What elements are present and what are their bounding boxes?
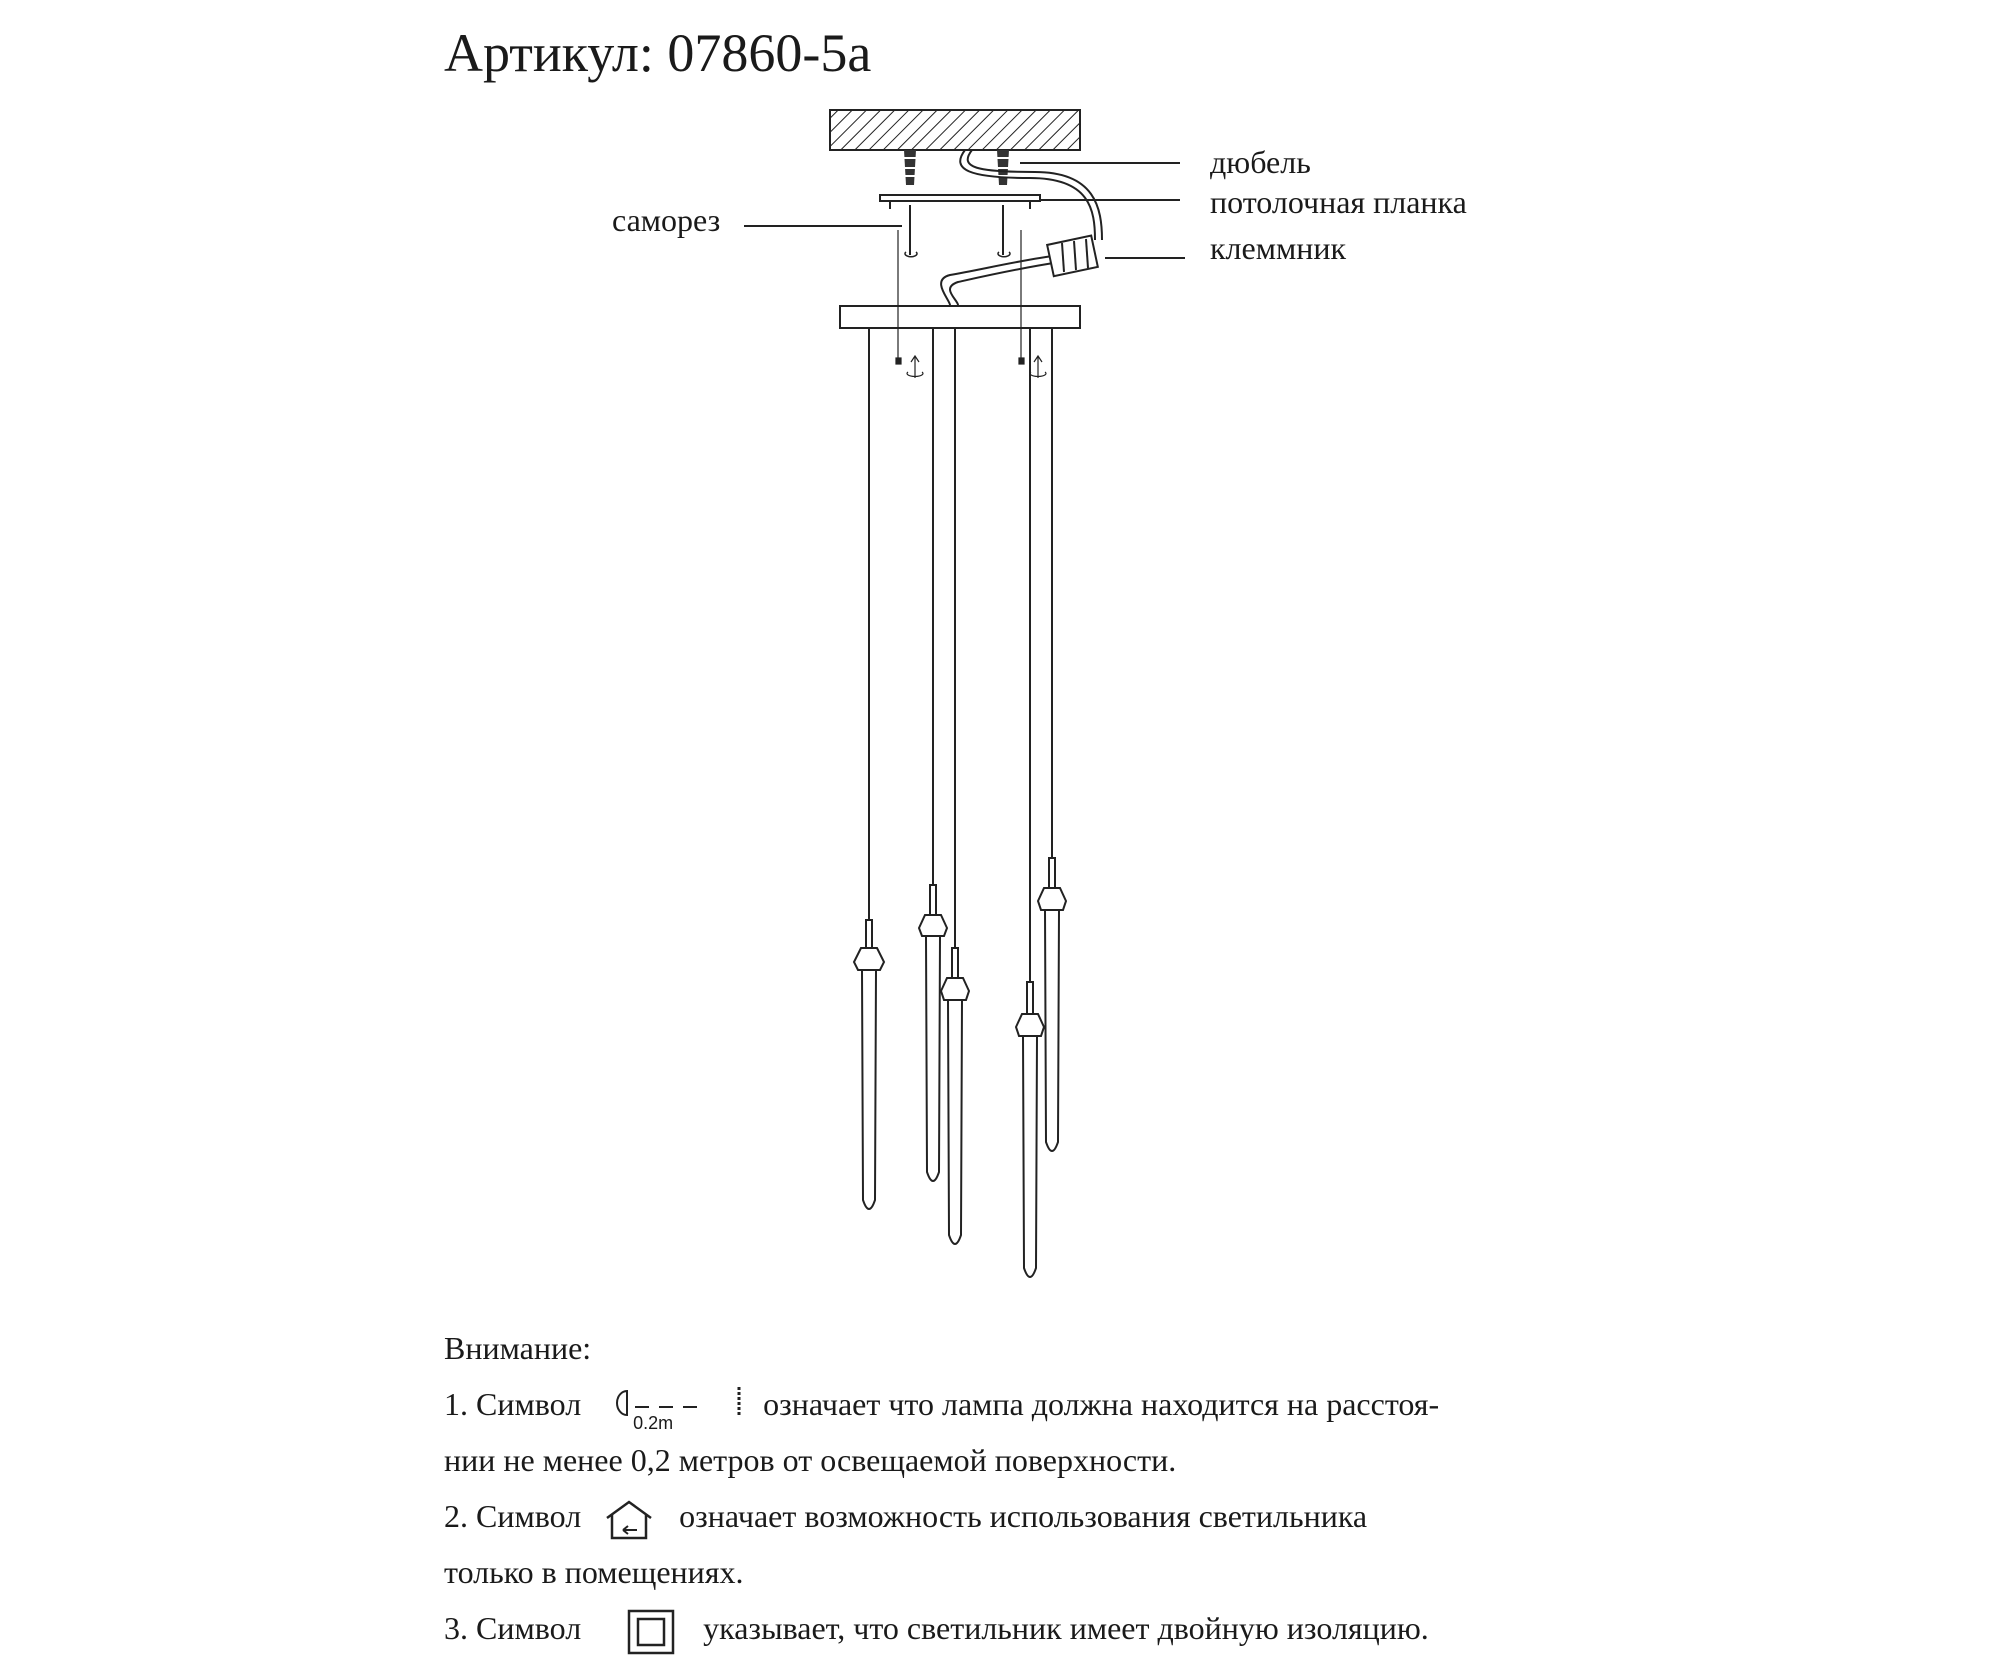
double-insulation-square-icon: [627, 1609, 675, 1655]
pendant-4: [1016, 328, 1044, 1277]
screw-left-icon: [905, 205, 917, 257]
note-2-text: означает возможность использования светильника: [679, 1498, 1368, 1534]
note-2-continuation: только в помещениях.: [444, 1554, 744, 1590]
ceiling-bar: [880, 195, 1040, 209]
callout-screw: саморез: [612, 202, 721, 238]
ceiling: [830, 110, 1080, 150]
dowel-right-icon: [995, 150, 1011, 185]
distance-0.2m-icon: [599, 1383, 749, 1433]
notes-heading: Внимание:: [444, 1330, 592, 1366]
indoor-house-icon: [601, 1498, 657, 1542]
note-3-text: указывает, что светильник имеет двойную изоляцию.: [703, 1610, 1429, 1646]
note-item-3: [444, 1600, 1594, 1656]
note-3-prefix: 3. Символ: [444, 1610, 582, 1646]
pendant-3: [941, 328, 969, 1244]
note-1-continuation: нии не менее 0,2 метров от освещаемой поверхности.: [444, 1442, 1177, 1478]
note-1-text: означает что лампа должна находится на расстоя-: [763, 1386, 1440, 1422]
screw-guides: [896, 230, 1046, 378]
note-2-prefix: 2. Символ: [444, 1498, 582, 1534]
note-item-2: [444, 1488, 1594, 1544]
pendant-1: [854, 328, 884, 1209]
screw-right-icon: [998, 205, 1010, 257]
terminal-block-icon: [1047, 236, 1098, 277]
callout-leaders: [744, 163, 1185, 258]
canopy: [840, 306, 1080, 328]
dowel-left-icon: [902, 150, 918, 185]
page-title: Артикул: 07860-5а: [444, 23, 872, 83]
distance-label: 0.2m: [633, 1412, 674, 1433]
callout-dowel: дюбель: [1210, 144, 1311, 180]
callout-ceiling-bar: потолочная планка: [1210, 184, 1467, 220]
callout-terminal: клеммник: [1210, 230, 1347, 266]
pendant-2: [919, 328, 947, 1181]
notes-section: [444, 1320, 1594, 1656]
note-item-1: [444, 1376, 1594, 1432]
note-1-prefix: 1. Символ: [444, 1386, 582, 1422]
